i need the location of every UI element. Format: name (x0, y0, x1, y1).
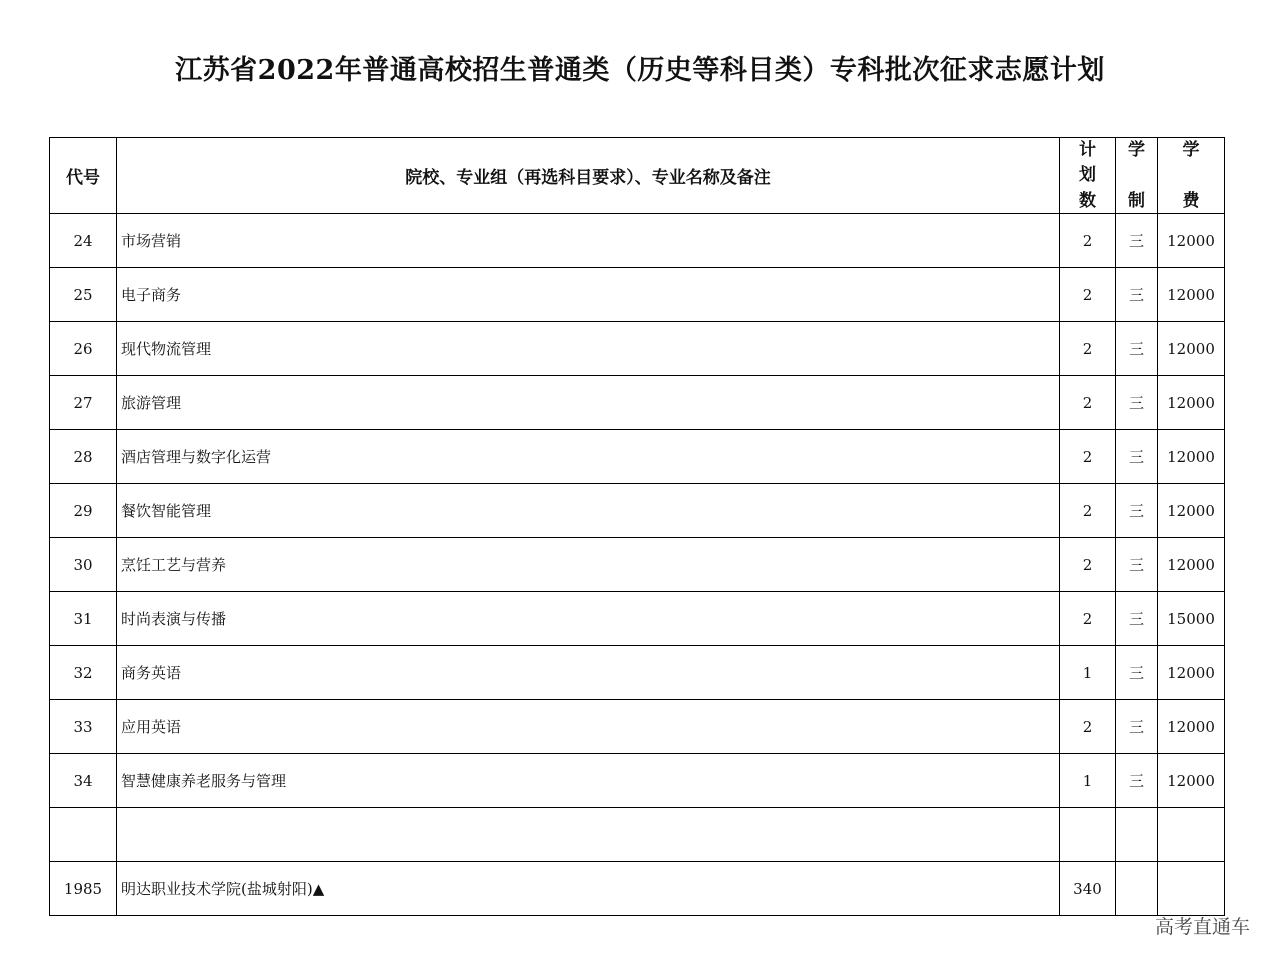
cell-system: 三 (1116, 268, 1158, 322)
cell-name-text: 烹饪工艺与营养 (121, 556, 227, 574)
cell-fee: 12000 (1158, 484, 1225, 538)
cell-plan (1060, 808, 1116, 862)
cell-fee: 15000 (1158, 592, 1225, 646)
cell-fee: 12000 (1158, 538, 1225, 592)
watermark: 高考直通车 (1154, 916, 1250, 938)
cell-name (117, 646, 1060, 700)
header-fee (1158, 138, 1225, 214)
cell-plan: 2 (1060, 322, 1116, 376)
cell-fee: 12000 (1158, 322, 1225, 376)
cell-name-text: 电子商务 (121, 286, 182, 304)
cell-name (117, 430, 1060, 484)
cell-fee (1158, 862, 1225, 916)
cell-plan: 2 (1060, 268, 1116, 322)
cell-code: 26 (50, 322, 117, 376)
page-title: 江苏省2022年普通高校招生普通类（历史等科目类）专科批次征求志愿计划 (175, 55, 1105, 86)
cell-fee: 12000 (1158, 646, 1225, 700)
table-row (50, 700, 1225, 754)
header-plan-char: 数 (1079, 190, 1096, 211)
cell-name-text: 智慧健康养老服务与管理 (121, 772, 287, 790)
cell-name (117, 538, 1060, 592)
cell-code: 31 (50, 592, 117, 646)
cell-fee: 12000 (1158, 376, 1225, 430)
cell-name-text: 商务英语 (121, 664, 182, 682)
cell-code: 25 (50, 268, 117, 322)
header-system-char: 学 (1128, 139, 1145, 160)
cell-code: 30 (50, 538, 117, 592)
cell-system (1116, 808, 1158, 862)
cell-code: 27 (50, 376, 117, 430)
cell-system: 三 (1116, 700, 1158, 754)
cell-name-text: 旅游管理 (121, 394, 182, 412)
table-row (50, 484, 1225, 538)
cell-system: 三 (1116, 214, 1158, 268)
cell-code: 33 (50, 700, 117, 754)
cell-name (117, 862, 1060, 916)
table-row (50, 754, 1225, 808)
cell-system: 三 (1116, 592, 1158, 646)
cell-fee (1158, 808, 1225, 862)
cell-plan: 340 (1060, 862, 1116, 916)
table-row (50, 268, 1225, 322)
header-system (1116, 138, 1158, 214)
header-code: 代号 (50, 138, 117, 214)
table-row (50, 862, 1225, 916)
cell-fee: 12000 (1158, 214, 1225, 268)
cell-name (117, 484, 1060, 538)
cell-fee: 12000 (1158, 430, 1225, 484)
header-plan-char: 划 (1079, 165, 1096, 185)
cell-name-text: 酒店管理与数字化运营 (121, 448, 272, 466)
cell-plan: 2 (1060, 700, 1116, 754)
cell-system: 三 (1116, 646, 1158, 700)
cell-plan: 2 (1060, 376, 1116, 430)
cell-code: 32 (50, 646, 117, 700)
cell-plan: 2 (1060, 538, 1116, 592)
table-row (50, 214, 1225, 268)
cell-system: 三 (1116, 430, 1158, 484)
table-row (50, 646, 1225, 700)
cell-plan: 2 (1060, 214, 1116, 268)
table-header-row (50, 138, 1225, 214)
table-row (50, 322, 1225, 376)
cell-code: 28 (50, 430, 117, 484)
header-plan-char: 计 (1079, 139, 1096, 160)
cell-system: 三 (1116, 754, 1158, 808)
cell-plan: 2 (1060, 592, 1116, 646)
cell-name (117, 592, 1060, 646)
table-row (50, 538, 1225, 592)
cell-name (117, 268, 1060, 322)
cell-plan: 1 (1060, 646, 1116, 700)
cell-code: 34 (50, 754, 117, 808)
header-plan (1060, 138, 1116, 214)
table-row (50, 430, 1225, 484)
cell-name-text: 应用英语 (121, 718, 182, 736)
cell-name (117, 376, 1060, 430)
cell-name-text (117, 826, 121, 844)
cell-fee: 12000 (1158, 754, 1225, 808)
enrollment-plan-table (49, 137, 1225, 916)
header-name: 院校、专业组（再选科目要求）、专业名称及备注 (117, 138, 1060, 214)
cell-system (1116, 862, 1158, 916)
cell-system: 三 (1116, 484, 1158, 538)
cell-name-text: 明达职业技术学院(盐城射阳)▲ (121, 880, 325, 898)
table-row (50, 376, 1225, 430)
cell-name-text: 现代物流管理 (121, 340, 212, 358)
cell-name (117, 322, 1060, 376)
cell-code (50, 808, 117, 862)
cell-name (117, 754, 1060, 808)
cell-code: 29 (50, 484, 117, 538)
cell-plan: 1 (1060, 754, 1116, 808)
cell-fee: 12000 (1158, 700, 1225, 754)
cell-name (117, 700, 1060, 754)
cell-name-text: 时尚表演与传播 (121, 610, 227, 628)
cell-name (117, 808, 1060, 862)
cell-plan: 2 (1060, 484, 1116, 538)
cell-fee: 12000 (1158, 268, 1225, 322)
table-row (50, 592, 1225, 646)
cell-name (117, 214, 1060, 268)
cell-system: 三 (1116, 538, 1158, 592)
header-system-char: 制 (1128, 190, 1145, 211)
cell-name-text: 市场营销 (121, 232, 182, 250)
cell-code: 24 (50, 214, 117, 268)
cell-system: 三 (1116, 376, 1158, 430)
header-fee-char: 学 (1182, 139, 1200, 160)
table-row (50, 808, 1225, 862)
cell-name-text: 餐饮智能管理 (121, 502, 212, 520)
cell-code: 1985 (50, 862, 117, 916)
header-fee-char: 费 (1182, 190, 1200, 211)
cell-plan: 2 (1060, 430, 1116, 484)
cell-system: 三 (1116, 322, 1158, 376)
